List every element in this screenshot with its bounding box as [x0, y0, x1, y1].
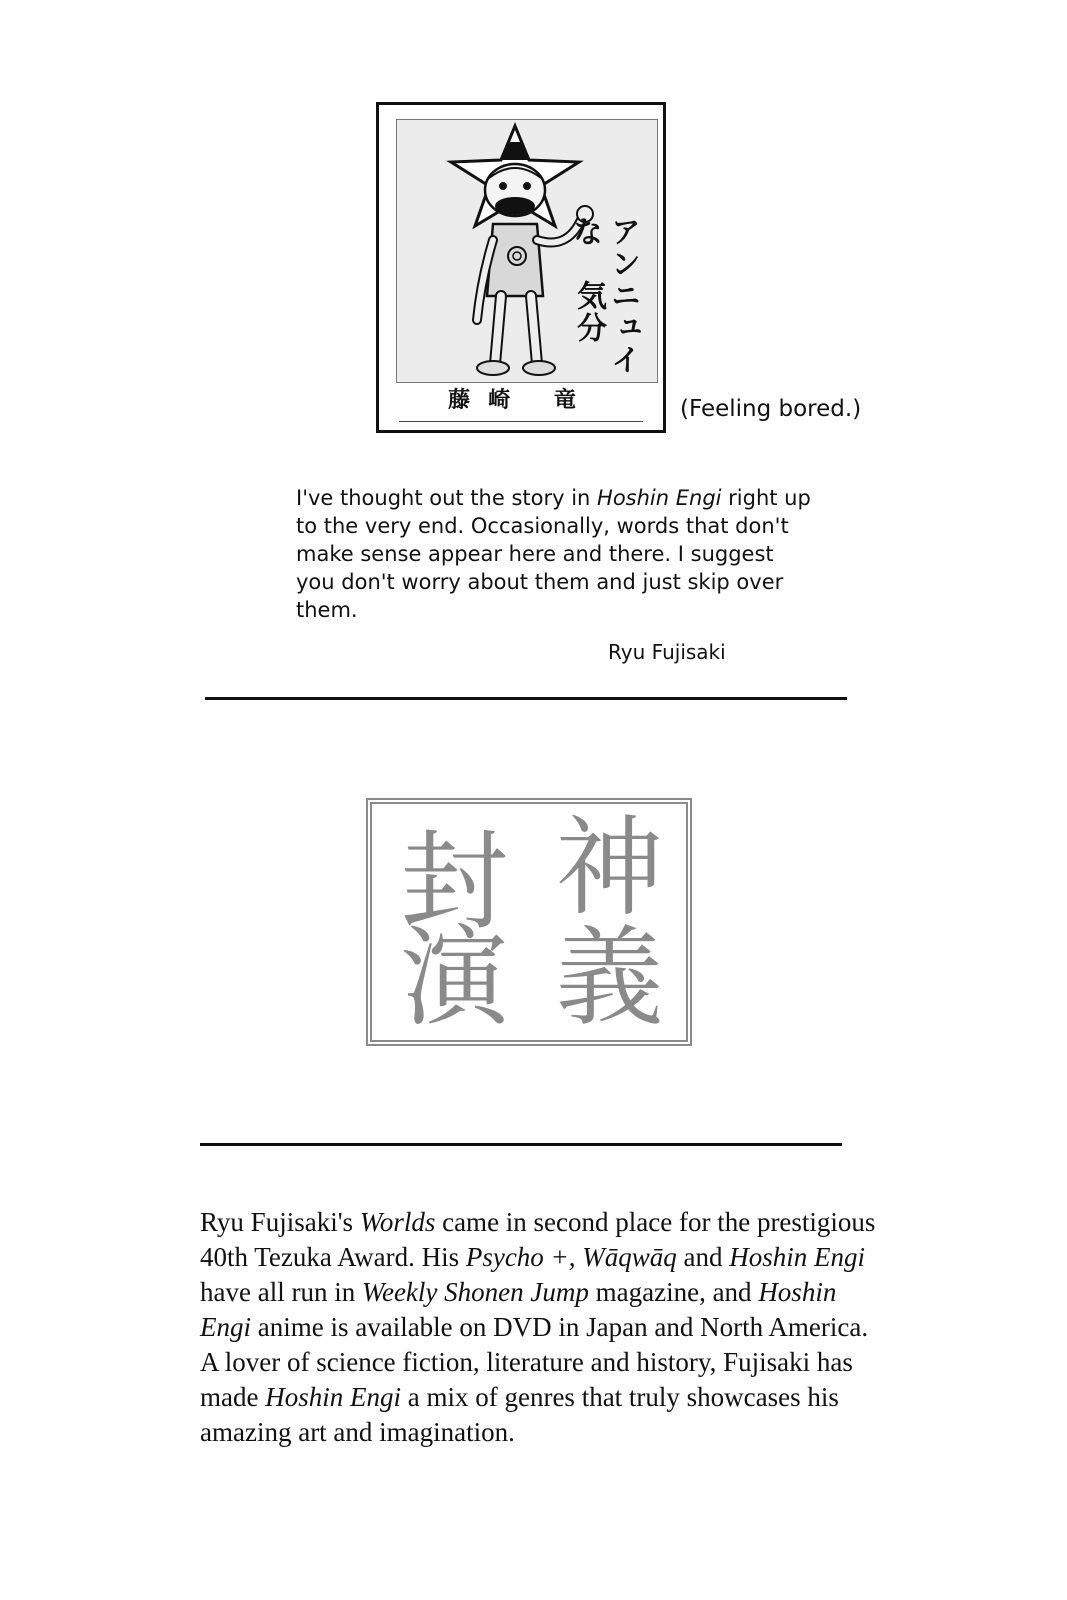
bio-title: Hoshin Engi: [200, 1277, 837, 1342]
portrait-frame: [396, 119, 658, 383]
seal-char: 封: [400, 820, 509, 945]
author-portrait-card: [376, 102, 666, 433]
author-name-jp: 藤崎 竜: [448, 388, 594, 413]
quote-text: I've thought out the story in: [296, 486, 598, 510]
seal-char: 義: [555, 916, 664, 1041]
quote-title: Hoshin Engi: [597, 486, 722, 510]
bio-title: Worlds: [359, 1207, 436, 1237]
seal-char: 演: [400, 916, 509, 1041]
divider: [205, 697, 847, 700]
bio-text: a mix of genres that truly showcases his amazing art and imagination.: [200, 1382, 839, 1447]
bio-text: Ryu Fujisaki's: [200, 1207, 360, 1237]
mood-caption: (Feeling bored.): [680, 396, 862, 422]
divider: [200, 1143, 842, 1146]
title-seal: [366, 798, 692, 1046]
bio-title: Hoshin Engi: [265, 1382, 401, 1412]
bio-text: came in second place for the prestigious 40th Tezuka Award. His: [200, 1207, 876, 1272]
mood-text-jp: アンニュイな: [567, 216, 640, 376]
seal-char: 神: [555, 806, 664, 931]
bio-title: Weekly Shonen Jump: [361, 1277, 589, 1307]
bio-title: Psycho +, Wāqwāq: [465, 1242, 677, 1272]
author-quote: [296, 484, 816, 624]
mood-text-jp-2: 気分: [571, 280, 606, 344]
quote-text: right up to the very end. Occasionally, words that don't make sense appear here and there. I suggest you don't worry about them and just skip over them.: [296, 486, 811, 622]
name-underline: [399, 421, 643, 422]
author-bio: [200, 1205, 880, 1450]
bio-text: and: [676, 1242, 730, 1272]
bio-title: Hoshin Engi: [729, 1242, 866, 1272]
quote-signature: Ryu Fujisaki: [608, 640, 726, 664]
bio-text: anime is available on DVD in Japan and North America. A lover of science fiction, literature and history, Fujisaki has made: [200, 1312, 869, 1412]
bio-text: magazine, and: [588, 1277, 759, 1307]
bio-text: have all run in: [200, 1277, 362, 1307]
